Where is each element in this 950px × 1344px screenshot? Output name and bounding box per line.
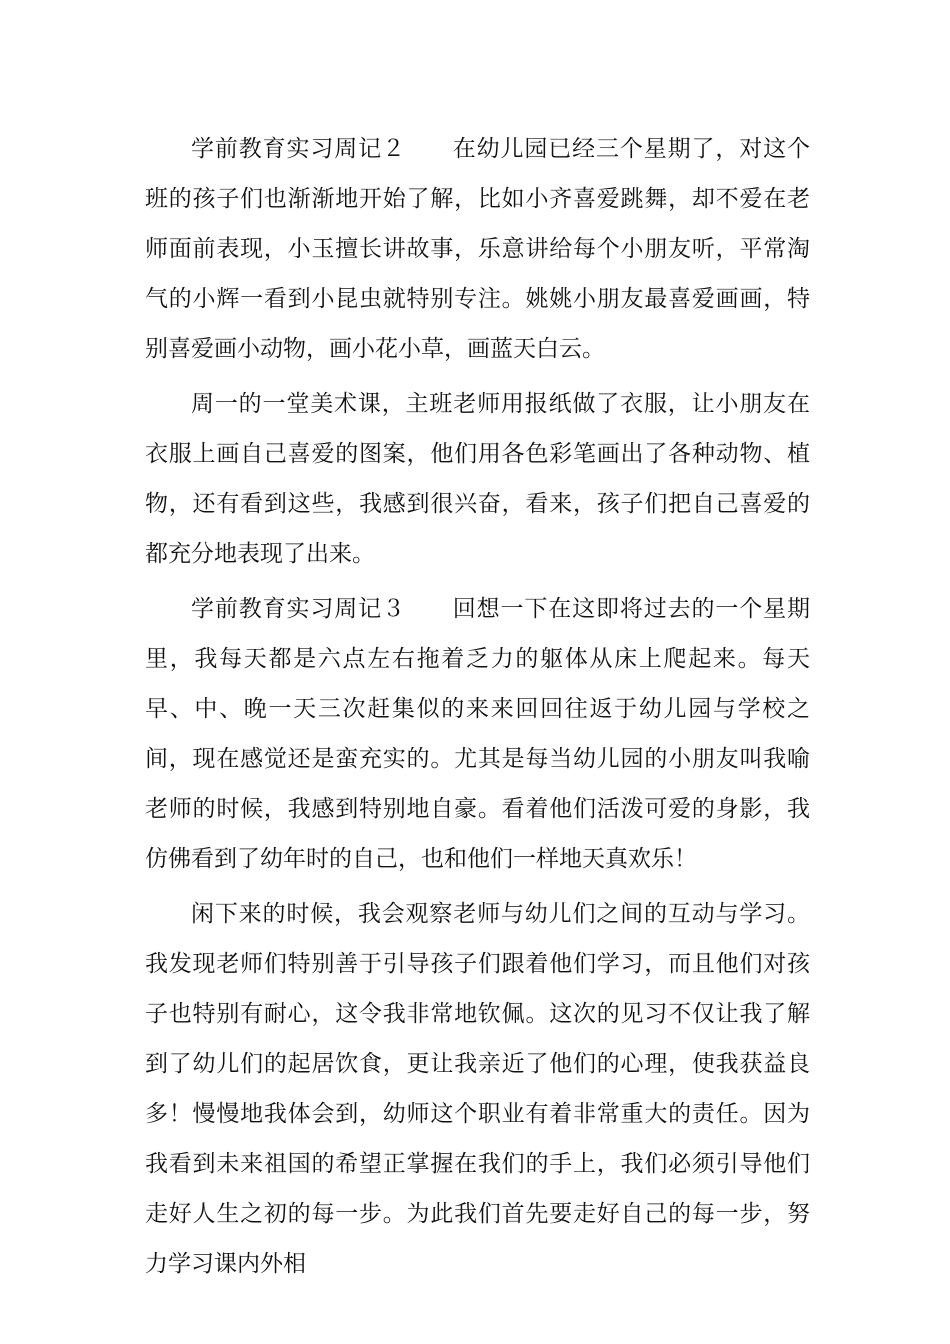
paragraph-2-text: 周一的一堂美术课，主班老师用报纸做了衣服，让小朋友在衣服上画自己喜爱的图案，他们用各色彩笔画出了各种动物、植物，还有看到这些，我感到很兴奋，看来，孩子们把自己喜爱的都充分地表现了出来。: [145, 391, 810, 567]
paragraph-1: [145, 124, 810, 374]
paragraph-1-heading: 学前教育实习周记２: [191, 136, 406, 162]
document-body: [145, 124, 810, 1289]
paragraph-3: [145, 584, 810, 884]
paragraph-3-text: 回想一下在这即将过去的一个星期里，我每天都是六点左右拖着乏力的躯体从床上爬起来。每天早、中、晚一天三次赶集似的来来回回往返于幼儿园与学校之间，现在感觉还是蛮充实的。尤其是每当幼儿园的小朋友叫我喻老师的时候，我感到特别地自豪。看着他们活泼可爱的身影，我仿佛看到了幼年时的自己，也和他们一样地天真欢乐！: [145, 596, 810, 872]
paragraph-1-text: 在幼儿园已经三个星期了，对这个班的孩子们也渐渐地开始了解，比如小齐喜爱跳舞，却不爱在老师面前表现，小玉擅长讲故事，乐意讲给每个小朋友听，平常淘气的小辉一看到小昆虫就特别专注。姚姚小朋友最喜爱画画，特别喜爱画小动物，画小花小草，画蓝天白云。: [145, 136, 810, 362]
paragraph-4-text: 闲下来的时候，我会观察老师与幼儿们之间的互动与学习。我发现老师们特别善于引导孩子们跟着他们学习，而且他们对孩子也特别有耐心，这令我非常地钦佩。这次的见习不仅让我了解到了幼儿们的起居饮食，更让我亲近了他们的心理，使我获益良多！慢慢地我体会到，幼师这个职业有着非常重大的责任。因为我看到未来祖国的希望正掌握在我们的手上，我们必须引导他们走好人生之初的每一步。为此我们首先要走好自己的每一步，努力学习课内外相: [145, 901, 810, 1277]
paragraph-4: [145, 889, 810, 1289]
paragraph-3-heading: 学前教育实习周记３: [191, 596, 406, 622]
paragraph-2: [145, 379, 810, 579]
